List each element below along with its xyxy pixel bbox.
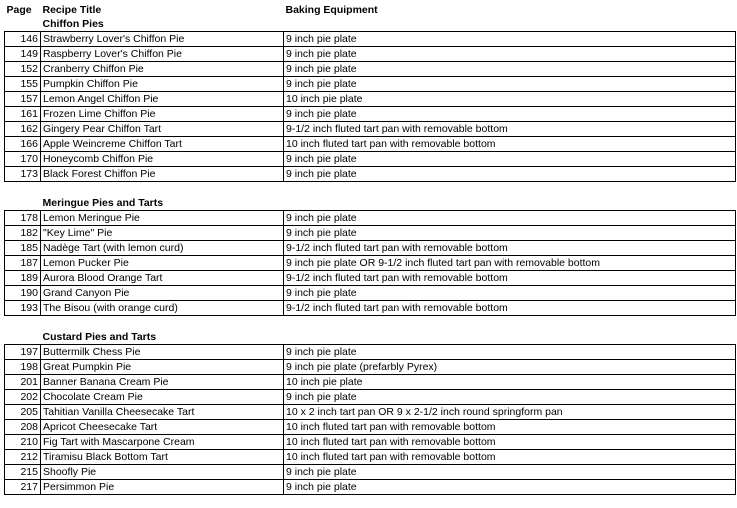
page-number-cell: 178	[5, 211, 41, 226]
recipe-title-cell: Tiramisu Black Bottom Tart	[41, 450, 284, 465]
equipment-cell: 9 inch pie plate	[284, 345, 736, 360]
equipment-cell: 9 inch pie plate	[284, 480, 736, 495]
recipe-title-cell: Raspberry Lover's Chiffon Pie	[41, 47, 284, 62]
page-number-cell: 162	[5, 122, 41, 137]
recipe-title-cell: Fig Tart with Mascarpone Cream	[41, 435, 284, 450]
equipment-cell: 9 inch pie plate	[284, 390, 736, 405]
equipment-cell: 9 inch pie plate	[284, 32, 736, 47]
section-row	[5, 196, 736, 211]
page-number-cell: 170	[5, 152, 41, 167]
table-row	[5, 271, 736, 286]
recipe-title-cell: Tahitian Vanilla Cheesecake Tart	[41, 405, 284, 420]
table-row	[5, 405, 736, 420]
equipment-cell: 9 inch pie plate (prefarbly Pyrex)	[284, 360, 736, 375]
equipment-cell: 9-1/2 inch fluted tart pan with removable bottom	[284, 241, 736, 256]
page-number-cell: 201	[5, 375, 41, 390]
equipment-cell: 10 inch fluted tart pan with removable bottom	[284, 450, 736, 465]
table-row	[5, 211, 736, 226]
spacer-row	[5, 182, 736, 197]
table-row	[5, 375, 736, 390]
page-number-cell: 217	[5, 480, 41, 495]
header-row	[5, 3, 736, 17]
table-row	[5, 137, 736, 152]
page-number-cell: 187	[5, 256, 41, 271]
recipe-title-cell: Aurora Blood Orange Tart	[41, 271, 284, 286]
section-title: Chiffon Pies	[42, 18, 104, 30]
recipe-title-cell: "Key Lime" Pie	[41, 226, 284, 241]
page-number-cell: 149	[5, 47, 41, 62]
spacer-row	[5, 316, 736, 331]
table-row	[5, 47, 736, 62]
page-number-cell: 210	[5, 435, 41, 450]
recipe-title-cell: Frozen Lime Chiffon Pie	[41, 107, 284, 122]
header-recipe-title: Recipe Title	[42, 4, 102, 16]
page-number-cell: 157	[5, 92, 41, 107]
equipment-cell: 9 inch pie plate	[284, 211, 736, 226]
table-row	[5, 435, 736, 450]
page-number-cell: 166	[5, 137, 41, 152]
equipment-cell: 9 inch pie plate	[284, 107, 736, 122]
recipe-title-cell: Persimmon Pie	[41, 480, 284, 495]
table-body	[5, 3, 736, 495]
equipment-cell: 9 inch pie plate	[284, 62, 736, 77]
equipment-cell: 9 inch pie plate	[284, 152, 736, 167]
recipe-title-cell: Lemon Angel Chiffon Pie	[41, 92, 284, 107]
recipe-title-cell: Lemon Meringue Pie	[41, 211, 284, 226]
recipe-title-cell: Chocolate Cream Pie	[41, 390, 284, 405]
recipe-title-cell: Strawberry Lover's Chiffon Pie	[41, 32, 284, 47]
section-row	[5, 17, 736, 32]
header-page: Page	[6, 4, 32, 16]
equipment-cell: 9 inch pie plate	[284, 167, 736, 182]
equipment-cell: 10 x 2 inch tart pan OR 9 x 2-1/2 inch round springform pan	[284, 405, 736, 420]
recipe-title-cell: Buttermilk Chess Pie	[41, 345, 284, 360]
page-number-cell: 173	[5, 167, 41, 182]
section-title: Meringue Pies and Tarts	[42, 197, 164, 209]
equipment-cell: 10 inch fluted tart pan with removable bottom	[284, 137, 736, 152]
table-row	[5, 286, 736, 301]
table-row	[5, 450, 736, 465]
page-number-cell: 197	[5, 345, 41, 360]
page-number-cell: 193	[5, 301, 41, 316]
table-row	[5, 62, 736, 77]
page-number-cell: 202	[5, 390, 41, 405]
table-row	[5, 480, 736, 495]
recipe-title-cell: Grand Canyon Pie	[41, 286, 284, 301]
page-number-cell: 215	[5, 465, 41, 480]
equipment-cell: 9-1/2 inch fluted tart pan with removable bottom	[284, 122, 736, 137]
table-row	[5, 256, 736, 271]
page-number-cell: 155	[5, 77, 41, 92]
table-row	[5, 152, 736, 167]
page-number-cell: 152	[5, 62, 41, 77]
recipe-title-cell: Pumpkin Chiffon Pie	[41, 77, 284, 92]
equipment-cell: 9 inch pie plate	[284, 77, 736, 92]
section-title: Custard Pies and Tarts	[42, 331, 157, 343]
table-row	[5, 465, 736, 480]
recipe-title-cell: Nadège Tart (with lemon curd)	[41, 241, 284, 256]
table-row	[5, 360, 736, 375]
header-baking-equipment: Baking Equipment	[285, 4, 378, 16]
equipment-cell: 9 inch pie plate	[284, 226, 736, 241]
page-number-cell: 198	[5, 360, 41, 375]
equipment-cell: 9 inch pie plate OR 9-1/2 inch fluted tart pan with removable bottom	[284, 256, 736, 271]
table-row	[5, 241, 736, 256]
page-number-cell: 161	[5, 107, 41, 122]
recipe-title-cell: Banner Banana Cream Pie	[41, 375, 284, 390]
recipe-title-cell: Cranberry Chiffon Pie	[41, 62, 284, 77]
page-number-cell: 182	[5, 226, 41, 241]
table-row	[5, 167, 736, 182]
recipe-title-cell: Apple Weincreme Chiffon Tart	[41, 137, 284, 152]
equipment-cell: 9-1/2 inch fluted tart pan with removable bottom	[284, 301, 736, 316]
recipe-title-cell: Lemon Pucker Pie	[41, 256, 284, 271]
page-number-cell: 205	[5, 405, 41, 420]
section-row	[5, 330, 736, 345]
table-row	[5, 226, 736, 241]
recipe-title-cell: Gingery Pear Chiffon Tart	[41, 122, 284, 137]
recipe-title-cell: The Bisou (with orange curd)	[41, 301, 284, 316]
page-number-cell: 190	[5, 286, 41, 301]
table-row	[5, 92, 736, 107]
equipment-cell: 10 inch pie plate	[284, 375, 736, 390]
recipe-equipment-table	[4, 3, 736, 495]
table-row	[5, 32, 736, 47]
page-number-cell: 189	[5, 271, 41, 286]
equipment-cell: 10 inch fluted tart pan with removable bottom	[284, 420, 736, 435]
recipe-title-cell: Shoofly Pie	[41, 465, 284, 480]
equipment-cell: 10 inch fluted tart pan with removable bottom	[284, 435, 736, 450]
equipment-cell: 10 inch pie plate	[284, 92, 736, 107]
equipment-cell: 9 inch pie plate	[284, 47, 736, 62]
page-number-cell: 185	[5, 241, 41, 256]
page-number-cell: 146	[5, 32, 41, 47]
equipment-cell: 9 inch pie plate	[284, 465, 736, 480]
table-row	[5, 77, 736, 92]
equipment-cell: 9 inch pie plate	[284, 286, 736, 301]
table-row	[5, 345, 736, 360]
table-row	[5, 122, 736, 137]
table-row	[5, 420, 736, 435]
recipe-title-cell: Honeycomb Chiffon Pie	[41, 152, 284, 167]
equipment-cell: 9-1/2 inch fluted tart pan with removable bottom	[284, 271, 736, 286]
table-row	[5, 301, 736, 316]
page-number-cell: 208	[5, 420, 41, 435]
recipe-title-cell: Black Forest Chiffon Pie	[41, 167, 284, 182]
table-row	[5, 107, 736, 122]
table-row	[5, 390, 736, 405]
recipe-title-cell: Apricot Cheesecake Tart	[41, 420, 284, 435]
recipe-title-cell: Great Pumpkin Pie	[41, 360, 284, 375]
page-number-cell: 212	[5, 450, 41, 465]
